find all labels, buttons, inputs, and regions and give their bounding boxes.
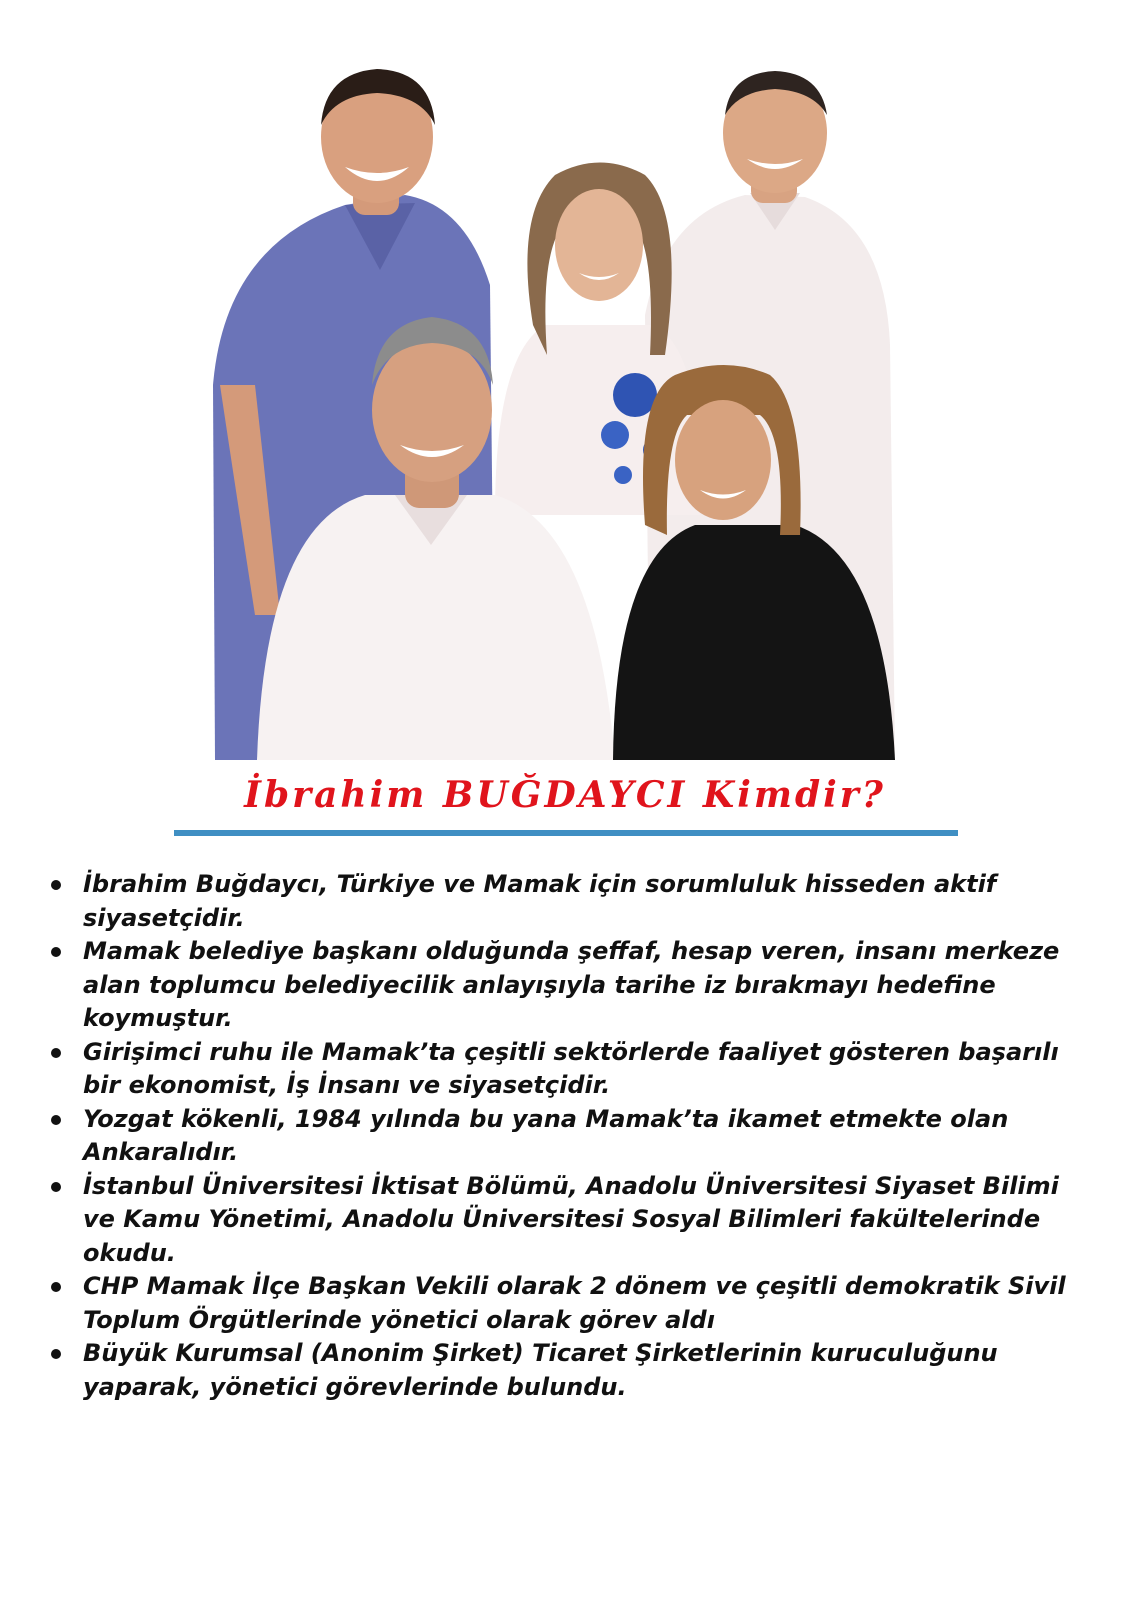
list-item-text: Yozgat kökenli, 1984 yılında bu yana Mamak’ta ikamet etmekte olan Ankaralıdır. <box>83 1104 1009 1166</box>
bullet-icon <box>51 947 61 957</box>
list-item-text: Büyük Kurumsal (Anonim Şirket) Ticaret Şirketlerinin kuruculuğunu yaparak, yönetici görevlerinde bulundu. <box>83 1339 998 1401</box>
list-item <box>48 1103 1098 1170</box>
group-photo <box>195 55 915 760</box>
title-underline <box>174 830 958 836</box>
list-item <box>48 1036 1098 1103</box>
list-item-text: Girişimci ruhu ile Mamak’ta çeşitli sektörlerde faaliyet gösteren başarılı bir ekonomist, İş İnsanı ve siyasetçidir. <box>83 1037 1059 1099</box>
bullet-icon <box>51 1282 61 1292</box>
list-item-text: Mamak belediye başkanı olduğunda şeffaf, hesap veren, insanı merkeze alan toplumcu belediyecilik anlayışıyla tarihe iz bırakmayı hedefine koymuştur. <box>83 937 1060 1032</box>
bullet-icon <box>51 1349 61 1359</box>
biography-list <box>48 868 1098 1404</box>
bullet-icon <box>51 1048 61 1058</box>
group-portrait-image <box>195 55 915 760</box>
list-item-text: İstanbul Üniversitesi İktisat Bölümü, Anadolu Üniversitesi Siyaset Bilimi ve Kamu Yönetimi, Anadolu Üniversitesi Sosyal Bilimleri fakültelerinde okudu. <box>83 1171 1059 1267</box>
list-item <box>48 1337 1098 1404</box>
list-item <box>48 868 1098 935</box>
list-item <box>48 1270 1098 1337</box>
list-item <box>48 1170 1098 1271</box>
bullet-icon <box>51 1182 61 1192</box>
list-item-text: CHP Mamak İlçe Başkan Vekili olarak 2 dönem ve çeşitli demokratik Sivil Toplum Örgütlerinde yönetici olarak görev aldı <box>83 1272 1066 1334</box>
page-title: İbrahim BUĞDAYCI Kimdir? <box>244 774 886 816</box>
bullet-icon <box>51 880 61 890</box>
bullet-icon <box>51 1115 61 1125</box>
list-item <box>48 935 1098 1036</box>
list-item-text: İbrahim Buğdaycı, Türkiye ve Mamak için sorumluluk hisseden aktif siyasetçidir. <box>83 870 997 932</box>
